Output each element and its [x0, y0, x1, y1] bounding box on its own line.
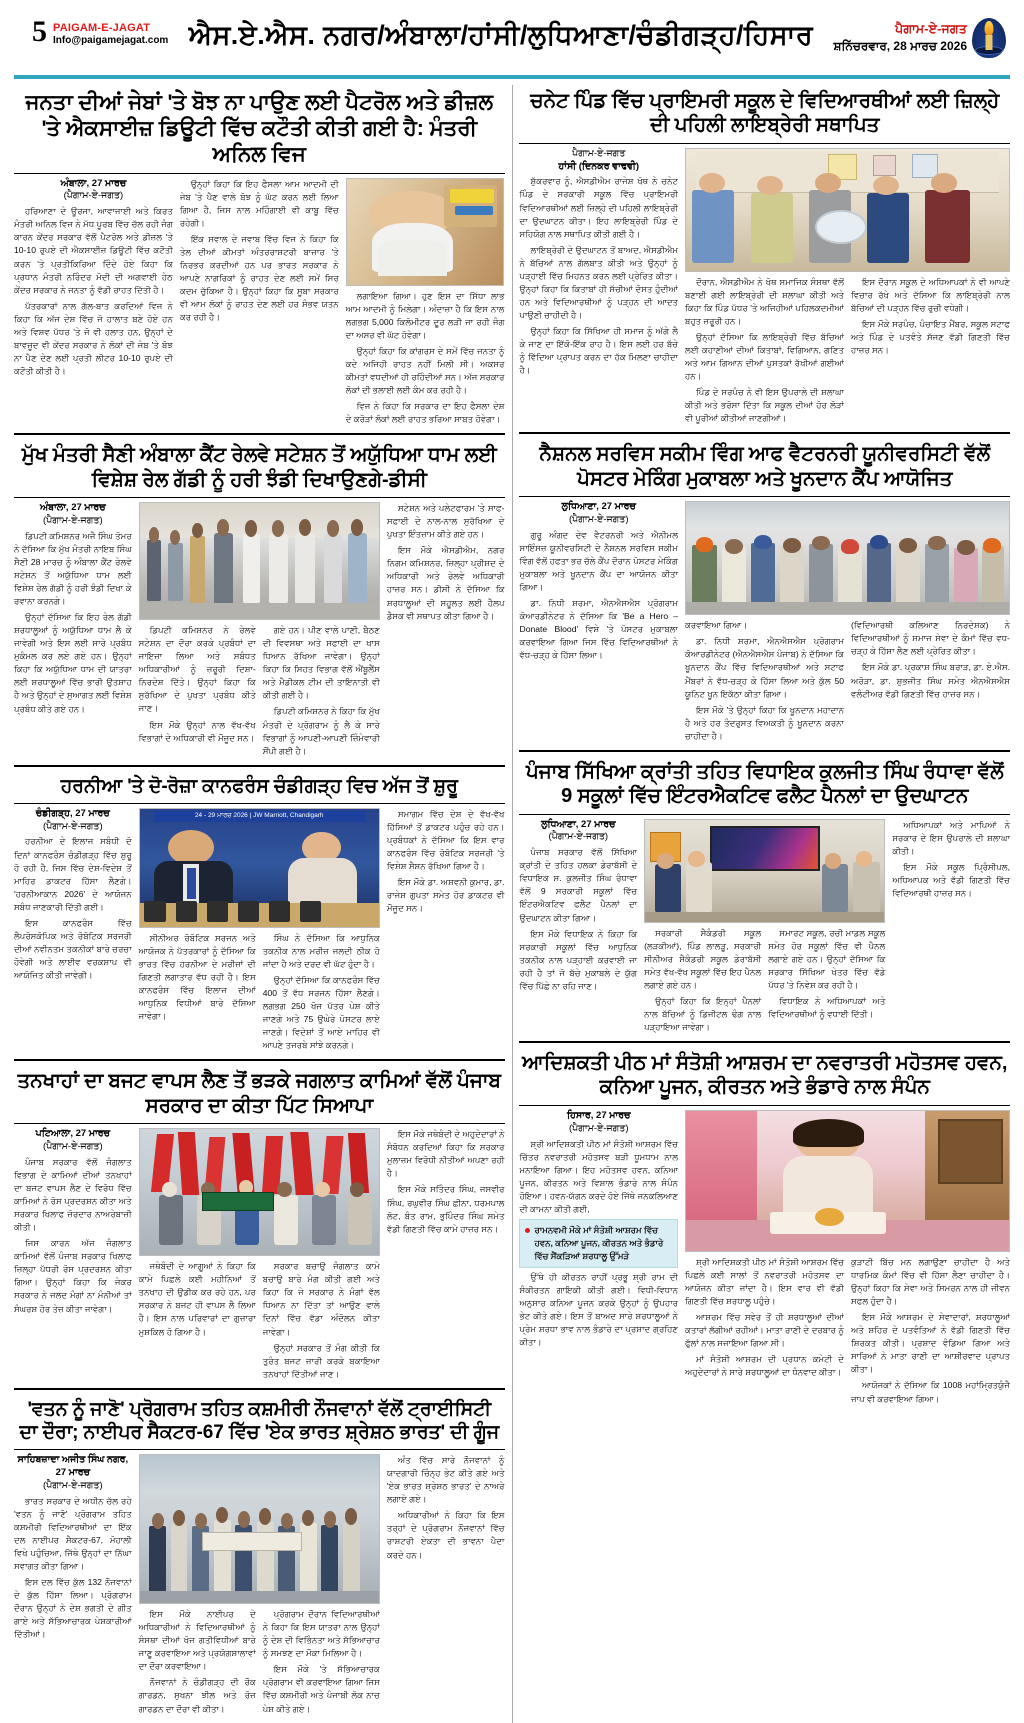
conference-col-4 [387, 808, 505, 1053]
photo-nss-volunteers-group [685, 501, 1010, 615]
smartpanel-subcolumns [644, 927, 885, 1035]
body-paragraph: ਆਸ਼ਰਮ ਵਿੱਚ ਸਵੇਰ ਤੋਂ ਹੀ ਸ਼ਰਧਾਲੂਆਂ ਦੀਆਂ ਕਤਾਰਾਂ ਲੱਗੀਆਂ ਰਹੀਆਂ। ਮਾਤਾ ਰਾਣੀ ਦੇ ਦਰਬਾਰ ਨੂੰ ਫੁੱਲਾਂ ਨਾਲ ਸਜਾਇਆ ਗਿਆ ਸੀ। [685, 1312, 844, 1349]
library-columns [519, 148, 1010, 426]
section-divider [519, 432, 1010, 434]
body-paragraph: ਆਯੋਜਕਾਂ ਨੇ ਦੱਸਿਆ ਕਿ 1008 ਮਹਾਂਮ੍ਰਿਤਯੁੰਜੈ ਜਾਪ ਵੀ ਕਰਵਾਇਆ ਗਿਆ। [851, 1380, 1010, 1404]
smartpanel-col-2 [644, 927, 761, 1035]
body-paragraph: ਉੱਥੇ ਹੀ ਕੀਰਤਨ ਰਾਹੀਂ ਪ੍ਰਭੂ ਸ਼੍ਰੀ ਰਾਮ ਦੀ ਸੰਕੀਰਤਨ ਗਾਇਕੀ ਕੀਤੀ ਗਈ। ਵਿਧੀ-ਵਿਧਾਨ ਅਨੁਸਾਰ ਕਨਿਆ ਪੂਜਨ ਕਰਕੇ ਉਨ੍ਹਾਂ ਨੂੰ ਉਪਹਾਰ ਭੇਟ ਕੀਤੇ ਗਏ। ਇਸ ਤੋਂ ਬਾਅਦ ਸਾਰੇ ਸ਼ਰਧਾਲੂਆਂ ਨੇ ਪ੍ਰੇਮ ਸ਼ਰਧਾ ਭਾਵ ਨਾਲ ਭੰਡਾਰੇ ਦਾ ਪ੍ਰਸ਼ਾਦ ਗ੍ਰਹਿਣ ਕੀਤਾ। [519, 1271, 679, 1347]
body-paragraph: ਕਰਵਾਇਆ ਗਿਆ। [685, 620, 748, 631]
dateline-source: (ਪੈਗਾਮ-ਏ-ਜਗਤ) [63, 190, 124, 202]
photo-protest-red-flags [139, 1128, 380, 1256]
article-hernia-conference [14, 771, 505, 1053]
photo-railway-station-inspection [139, 502, 380, 620]
brand-email: Info@paigamejagat.com [53, 34, 169, 46]
dateline-place: ਲੁਧਿਆਣਾ, 27 ਮਾਰਚ [561, 501, 636, 513]
body-paragraph: ਸਮਾਰਟ ਸਕੂਲ, ਰਚੀ ਮਾਡਲ ਸਕੂਲ ਸਮੇਤ ਹੋਰ ਸਕੂਲਾਂ ਵਿੱਚ ਵੀ ਪੈਨਲ ਲਗਾਏ ਗਏ ਹਨ। ਉਨ੍ਹਾਂ ਦੱਸਿਆ ਕਿ ਸਰਕਾਰ ਸਿੱਖਿਆ ਖੇਤਰ ਵਿੱਚ ਵੱਡੇ ਪੱਧਰ 'ਤੇ ਨਿਵੇਸ਼ ਕਰ ਰਹੀ ਹੈ। [768, 927, 886, 990]
train-col-1 [14, 502, 132, 758]
body-paragraph: ਇਸ ਮੌਕੇ 'ਤੇ ਉਨ੍ਹਾਂ ਕਿਹਾ ਕਿ ਖੂਨਦਾਨ ਮਹਾਦਾਨ ਹੈ ਅਤੇ ਹਰ ਤੰਦਰੁਸਤ ਵਿਅਕਤੀ ਨੂੰ ਖੂਨਦਾਨ ਕਰਨਾ ਚਾਹੀਦਾ ਹੈ। [685, 704, 844, 741]
dateline-source: (ਪੈਗਾਮ-ਏ-ਜਗਤ) [43, 1479, 103, 1491]
article-village-library [519, 85, 1010, 425]
nss-col-1 [519, 501, 678, 743]
dateline-place: ਲੁਧਿਆਣਾ, 27 ਮਾਰਚ [541, 818, 616, 830]
ashram-col-3 [851, 1256, 1010, 1406]
masthead-left [14, 15, 169, 48]
dateline-train [14, 502, 132, 528]
section-divider [14, 433, 505, 435]
petrol-col-2 [180, 178, 339, 427]
watan-col-4 [387, 1454, 505, 1716]
photo-minister-anil-vij [346, 178, 505, 286]
ashram-col-1 [519, 1110, 678, 1406]
conference-columns [14, 808, 505, 1053]
body-paragraph: ਡਾ. ਨਿਧੀ ਸ਼ਰਮਾ, ਐਨਐਸਐਸ ਪ੍ਰੋਗਰਾਮ ਕੋਆਰਡੀਨੇਟਰ (ਐਨਐਸਐਸ ਪੰਜਾਬ) ਨੇ ਦੱਸਿਆ ਕਿ ਖੂਨਦਾਨ ਕੈਂਪ ਵਿੱਚ ਵਿਦਿਆਰਥੀਆਂ ਅਤੇ ਸਟਾਫ ਮੈਂਬਰਾਂ ਨੇ ਵੱਧ-ਚੜ੍ਹ ਕੇ ਹਿੱਸਾ ਲਿਆ ਅਤੇ ਕੁੱਲ 50 ਯੂਨਿਟ ਖੂਨ ਇਕੱਠਾ ਕੀਤਾ ਗਿਆ। [685, 636, 844, 699]
body-paragraph: ਇਸ ਮੌਕੇ ਨਾਈਪਰ ਦੇ ਅਧਿਕਾਰੀਆਂ ਨੇ ਵਿਦਿਆਰਥੀਆਂ ਨੂੰ ਸੰਸਥਾ ਦੀਆਂ ਖੋਜ ਗਤੀਵਿਧੀਆਂ ਬਾਰੇ ਜਾਣੂ ਕਰਵਾਇਆ ਅਤੇ ਪ੍ਰਯੋਗਸ਼ਾਲਾਵਾਂ ਦਾ ਦੌਰਾ ਕਰਵਾਇਆ। [138, 1609, 256, 1672]
body-paragraph: ਉਨ੍ਹਾਂ ਕਿਹਾ ਕਿ ਇਹ ਫੈਸਲਾ ਆਮ ਆਦਮੀ ਦੀ ਜੇਬ 'ਤੇ ਪੈਣ ਵਾਲੇ ਬੋਝ ਨੂੰ ਘੱਟ ਕਰਨ ਲਈ ਲਿਆ ਗਿਆ ਹੈ, ਜਿਸ ਨਾਲ ਮਹਿੰਗਾਈ ਵੀ ਕਾਬੂ ਵਿੱਚ ਰਹੇਗੀ। [179, 178, 339, 228]
dateline-place: ਸਾਹਿਬਜ਼ਾਦਾ ਅਜੀਤ ਸਿੰਘ ਨਗਰ, 27 ਮਾਰਚ [17, 1454, 129, 1478]
body-paragraph: ਸਮਾਗਮ ਵਿੱਚ ਦੇਸ਼ ਦੇ ਵੱਖ-ਵੱਖ ਹਿੱਸਿਆਂ ਤੋਂ ਡਾਕਟਰ ਪਹੁੰਚ ਰਹੇ ਹਨ। ਪ੍ਰਬੰਧਕਾਂ ਨੇ ਦੱਸਿਆ ਕਿ ਇਸ ਵਾਰ ਕਾਨਫਰੰਸ ਵਿੱਚ ਰੋਬੋਟਿਕ ਸਰਜਰੀ 'ਤੇ ਵਿਸ਼ੇਸ਼ ਸੈਸ਼ਨ ਰੱਖਿਆ ਗਿਆ ਹੈ। [386, 808, 505, 872]
body-paragraph: ਜਥੇਬੰਦੀ ਦੇ ਆਗੂਆਂ ਨੇ ਕਿਹਾ ਕਿ ਕਾਮੇ ਪਿਛਲੇ ਕਈ ਮਹੀਨਿਆਂ ਤੋਂ ਤਨਖਾਹ ਦੀ ਉਡੀਕ ਕਰ ਰਹੇ ਹਨ, ਪਰ ਸਰਕਾਰ ਨੇ ਬਜਟ ਹੀ ਵਾਪਸ ਲੈ ਲਿਆ ਹੈ। ਇਸ ਨਾਲ ਪਰਿਵਾਰਾਂ ਦਾ ਗੁਜ਼ਾਰਾ ਮੁਸ਼ਕਿਲ ਹੋ ਗਿਆ ਹੈ। [138, 1261, 256, 1337]
body-paragraph: ਸਰਕਾਰੀ ਸੈਕੰਡਰੀ ਸਕੂਲ (ਲੜਕੀਆਂ), ਪਿੰਡ ਲਾਲੜੂ, ਸਰਕਾਰੀ ਸੀਨੀਅਰ ਸੈਕੰਡਰੀ ਸਕੂਲ ਡੇਰਾਬੱਸੀ ਸਮੇਤ ਵੱਖ-ਵੱਖ ਸਕੂਲਾਂ ਵਿੱਚ ਇਹ ਪੈਨਲ ਲਗਾਏ ਗਏ ਹਨ। [644, 927, 762, 990]
petrol-columns [14, 178, 505, 427]
dateline-place: ਹਿਸਾਰ, 27 ਮਾਰਚ [566, 1109, 631, 1121]
library-photo-col [685, 148, 1010, 426]
body-paragraph: ਇਸ ਮੌਕੇ ਵਿਧਾਇਕ ਨੇ ਕਿਹਾ ਕਿ ਸਰਕਾਰੀ ਸਕੂਲਾਂ ਵਿੱਚ ਆਧੁਨਿਕ ਤਕਨੀਕ ਨਾਲ ਪੜ੍ਹਾਈ ਕਰਵਾਈ ਜਾ ਰਹੀ ਹੈ ਤਾਂ ਜੋ ਬੱਚੇ ਮੁਕਾਬਲੇ ਦੇ ਯੁੱਗ ਵਿੱਚ ਪਿੱਛੇ ਨਾ ਰਹਿ ਜਾਣ। [519, 928, 638, 991]
headline-conference: ਹਰਨੀਆ 'ਤੇ ਦੋ-ਰੋਜ਼ਾ ਕਾਨਫਰੰਸ ਚੰਡੀਗੜ੍ਹ ਵਿਚ ਅੱਜ ਤੋਂ ਸ਼ੁਰੂ [60, 775, 458, 797]
body-paragraph: ਡਿਪਟੀ ਕਮਿਸ਼ਨਰ ਅਜੈ ਸਿੰਘ ਤੋਮਰ ਨੇ ਦੱਸਿਆ ਕਿ ਮੁੱਖ ਮੰਤਰੀ ਨਾਇਬ ਸਿੰਘ ਸੈਣੀ 28 ਮਾਰਚ ਨੂੰ ਅੰਬਾਲਾ ਕੈਂਟ ਰੇਲਵੇ ਸਟੇਸ਼ਨ ਤੋਂ ਅਯੁੱਧਿਆ ਧਾਮ ਲਈ ਵਿਸ਼ੇਸ਼ ਰੇਲ ਗੱਡੀ ਨੂੰ ਹਰੀ ਝੰਡੀ ਦਿਖਾ ਕੇ ਰਵਾਨਾ ਕਰਨਗੇ। [14, 530, 132, 606]
body-paragraph: ਸੀਨੀਅਰ ਰੋਬੋਟਿਕ ਸਰਜਨ ਅਤੇ ਆਯੋਜਕ ਨੇ ਪੱਤਰਕਾਰਾਂ ਨੂੰ ਦੱਸਿਆ ਕਿ ਭਾਰਤ ਵਿੱਚ ਹਰਨੀਆ ਦੇ ਮਰੀਜ਼ਾਂ ਦੀ ਗਿਣਤੀ ਲਗਾਤਾਰ ਵੱਧ ਰਹੀ ਹੈ। ਇਸ ਕਾਨਫਰੰਸ ਵਿੱਚ ਇਲਾਜ ਦੀਆਂ ਆਧੁਨਿਕ ਵਿਧੀਆਂ ਬਾਰੇ ਦੱਸਿਆ ਜਾਵੇਗਾ। [138, 932, 256, 1022]
smartpanel-col-3 [768, 927, 885, 1035]
body-paragraph: ਲਾਇਬ੍ਰੇਰੀ ਦੇ ਉਦਘਾਟਨ ਤੋਂ ਬਾਅਦ, ਐਸਡੀਐਮ ਨੇ ਬੱਚਿਆਂ ਨਾਲ ਗੱਲਬਾਤ ਕੀਤੀ ਅਤੇ ਉਨ੍ਹਾਂ ਨੂੰ ਪੜ੍ਹਾਈ ਵਿੱਚ ਮਿਹਨਤ ਕਰਨ ਲਈ ਪ੍ਰੇਰਿਤ ਕੀਤਾ। ਉਨ੍ਹਾਂ ਕਿਹਾ ਕਿ ਕਿਤਾਬਾਂ ਹੀ ਸੱਚੀਆਂ ਦੋਸਤ ਹੁੰਦੀਆਂ ਹਨ ਅਤੇ ਵਿਦਿਆਰਥੀਆਂ ਨੂੰ ਪੜ੍ਹਨ ਦੀ ਆਦਤ ਪਾਉਣੀ ਚਾਹੀਦੀ ਹੈ। [519, 244, 679, 321]
headline-nss: ਨੈਸ਼ਨਲ ਸਰਵਿਸ ਸਕੀਮ ਵਿੰਗ ਆਫ ਵੈਟਰਨਰੀ ਯੂਨੀਵਰਸਿਟੀ ਵੱਲੋਂ ਪੋਸਟਰ ਮੇਕਿੰਗ ਮੁਕਾਬਲਾ ਅਤੇ ਖੂਨਦਾਨ ਕੈਂਪ ਆਯੋਜਿਤ [539, 443, 990, 490]
body-paragraph: ਇਸ ਮੌਕੇ ਸਰਪੰਚ, ਪੰਚਾਇਤ ਮੈਂਬਰ, ਸਕੂਲ ਸਟਾਫ ਅਤੇ ਪਿੰਡ ਦੇ ਪਤਵੰਤੇ ਸੱਜਣ ਵੱਡੀ ਗਿਣਤੀ ਵਿੱਚ ਹਾਜ਼ਰ ਸਨ। [851, 318, 1010, 356]
ashram-columns [519, 1110, 1010, 1406]
body-paragraph: ਉਨ੍ਹਾਂ ਦੱਸਿਆ ਕਿ ਕਾਨਫਰੰਸ ਵਿੱਚ 400 ਤੋਂ ਵੱਧ ਸਰਜਨ ਹਿੱਸਾ ਲੈਣਗੇ। ਲਗਭਗ 250 ਖੋਜ ਪੱਤਰ ਪੇਸ਼ ਕੀਤੇ ਜਾਣਗੇ ਅਤੇ 75 ਉਘੇਰੇ ਪੋਸਟਰ ਲਾਏ ਜਾਣਗੇ। ਵਿਦੇਸ਼ਾਂ ਤੋਂ ਆਏ ਮਾਹਿਰ ਵੀ ਆਪਣੇ ਤਜਰਬੇ ਸਾਂਝੇ ਕਰਨਗੇ। [262, 975, 380, 1051]
body-paragraph: ਇਸ ਮੌਕੇ ਜਥੇਬੰਦੀ ਦੇ ਅਹੁਦੇਦਾਰਾਂ ਨੇ ਸੰਬੋਧਨ ਕਰਦਿਆਂ ਕਿਹਾ ਕਿ ਸਰਕਾਰ ਮੁਲਾਜ਼ਮ ਵਿਰੋਧੀ ਨੀਤੀਆਂ ਅਪਣਾ ਰਹੀ ਹੈ। [386, 1129, 505, 1179]
headline-rule [519, 1105, 1010, 1106]
body-paragraph: ਇਸ ਮੌਕੇ ਡਾ. ਅਸ਼ਵਨੀ ਕੁਮਾਰ, ਡਾ. ਰਾਜੇਸ਼ ਗੁਪਤਾ ਸਮੇਤ ਹੋਰ ਡਾਕਟਰ ਵੀ ਮੌਜੂਦ ਸਨ। [386, 877, 505, 914]
train-subcolumns [139, 624, 380, 758]
train-col-2 [139, 624, 256, 758]
dateline-smartpanel [519, 819, 637, 845]
salary-col-2 [139, 1260, 256, 1381]
dateline-watan [14, 1454, 132, 1492]
body-paragraph: ਉਨ੍ਹਾਂ ਦੱਸਿਆ ਕਿ ਇਹ ਰੇਲ ਗੱਡੀ ਸ਼ਰਧਾਲੂਆਂ ਨੂੰ ਅਯੁੱਧਿਆ ਧਾਮ ਲੈ ਕੇ ਜਾਵੇਗੀ ਅਤੇ ਇਸ ਲਈ ਸਾਰੇ ਪ੍ਰਬੰਧ ਮੁਕੰਮਲ ਕਰ ਲਏ ਗਏ ਹਨ। ਉਨ੍ਹਾਂ ਕਿਹਾ ਕਿ ਅਯੁੱਧਿਆ ਧਾਮ ਦੀ ਯਾਤਰਾ ਲਈ ਸ਼ਰਧਾਲੂਆਂ ਵਿੱਚ ਭਾਰੀ ਉਤਸ਼ਾਹ ਹੈ ਅਤੇ ਉਨ੍ਹਾਂ ਦੇ ਸੁਆਗਤ ਲਈ ਵਿਸ਼ੇਸ਼ ਪ੍ਰਬੰਧ ਕੀਤੇ ਗਏ ਹਨ। [14, 612, 132, 714]
headline-watan: 'ਵਤਨ ਨੂੰ ਜਾਣੋ' ਪ੍ਰੋਗਰਾਮ ਤਹਿਤ ਕਸ਼ਮੀਰੀ ਨੌਜਵਾਨਾਂ ਵੱਲੋਂ ਟ੍ਰਾਈਸਿਟੀ ਦਾ ਦੌਰਾ; ਨਾਈਪਰ ਸੈਕਟਰ-67 ਵਿੱਚ 'ਏਕ ਭਾਰਤ ਸ਼੍ਰੇਸ਼ਠ ਭਾਰਤ' ਦੀ ਗੂੰਜ [19, 1398, 500, 1443]
body-paragraph: ਗਏ ਹਨ। ਪੀਣ ਵਾਲੇ ਪਾਣੀ, ਬੈਠਣ ਦੀ ਵਿਵਸਥਾ ਅਤੇ ਸਫਾਈ ਦਾ ਖਾਸ ਧਿਆਨ ਰੱਖਿਆ ਜਾਵੇਗਾ। ਉਨ੍ਹਾਂ ਕਿਹਾ ਕਿ ਸਿਹਤ ਵਿਭਾਗ ਵੱਲੋਂ ਐਂਬੂਲੈਂਸ ਅਤੇ ਮੈਡੀਕਲ ਟੀਮ ਦੀ ਤਾਇਨਾਤੀ ਵੀ ਕੀਤੀ ਗਈ ਹੈ। [262, 625, 380, 701]
body-paragraph: ਡਾ. ਨਿਧੀ ਸ਼ਰਮਾ, ਐਨਐਸਐਸ ਪ੍ਰੋਗਰਾਮ ਕੋਆਰਡੀਨੇਟਰ ਨੇ ਦੱਸਿਆ ਕਿ 'Be a Hero – Donate Blood' ਵਿਸ਼ੇ 'ਤੇ ਪੋਸਟਰ ਮੁਕਾਬਲਾ ਕਰਵਾਇਆ ਗਿਆ ਜਿਸ ਵਿੱਚ ਵਿਦਿਆਰਥੀਆਂ ਨੇ ਵੱਧ-ਚੜ੍ਹ ਕੇ ਹਿੱਸਾ ਲਿਆ। [519, 598, 679, 661]
callout-highlight: ਰਾਮਨਵਮੀ ਮੌਕੇ ਮਾਂ ਸੰਤੋਸ਼ੀ ਆਸ਼ਰਮ ਵਿੱਚ ਹਵਨ, ਕਨਿਆ ਪੂਜਨ, ਕੀਰਤਨ ਅਤੇ ਭੰਡਾਰੇ ਵਿੱਚ ਸੈਂਕੜਿਆਂ ਸ਼ਰਧਾਲੂ ਉੱਮੜੇ [519, 1219, 678, 1268]
body-paragraph: ਡਿਪਟੀ ਕਮਿਸ਼ਨਰ ਨੇ ਰੇਲਵੇ ਸਟੇਸ਼ਨ ਦਾ ਦੌਰਾ ਕਰਕੇ ਪ੍ਰਬੰਧਾਂ ਦਾ ਜਾਇਜ਼ਾ ਲਿਆ ਅਤੇ ਸਬੰਧਤ ਅਧਿਕਾਰੀਆਂ ਨੂੰ ਜ਼ਰੂਰੀ ਦਿਸ਼ਾ-ਨਿਰਦੇਸ਼ ਦਿੱਤੇ। ਉਨ੍ਹਾਂ ਕਿਹਾ ਕਿ ਸੁਰੱਖਿਆ ਦੇ ਪੁਖਤਾ ਪ੍ਰਬੰਧ ਕੀਤੇ ਜਾਣ। [138, 625, 256, 714]
body-paragraph: ਵਿਜ ਨੇ ਕਿਹਾ ਕਿ ਸਰਕਾਰ ਦਾ ਇਹ ਫੈਸਲਾ ਦੇਸ਼ ਦੇ ਕਰੋੜਾਂ ਲੋਕਾਂ ਲਈ ਰਾਹਤ ਭਰਿਆ ਸਾਬਤ ਹੋਵੇਗਾ। [345, 401, 505, 425]
body-paragraph: ਇਸ ਮੌਕੇ ਡਾ. ਪ੍ਰਕਾਸ਼ ਸਿੰਘ ਬਰਾੜ, ਡਾ. ਏ.ਐਸ. ਅਰੋੜਾ, ਡਾ. ਸ਼ੁਭਜੀਤ ਸਿੰਘ ਸਮੇਤ ਐਨਐਸਐਸ ਵਲੰਟੀਅਰ ਵੱਡੀ ਗਿਣਤੀ ਵਿੱਚ ਹਾਜ਼ਰ ਸਨ। [851, 662, 1010, 699]
body-paragraph: ਹਰਨੀਆ ਦੇ ਇਲਾਜ ਸਬੰਧੀ ਦੋ ਦਿਨਾਂ ਕਾਨਫਰੰਸ ਚੰਡੀਗੜ੍ਹ ਵਿੱਚ ਸ਼ੁਰੂ ਹੋ ਰਹੀ ਹੈ, ਜਿਸ ਵਿੱਚ ਦੇਸ਼-ਵਿਦੇਸ਼ ਤੋਂ ਮਾਹਿਰ ਡਾਕਟਰ ਹਿੱਸਾ ਲੈਣਗੇ। 'ਹਰਨੀਆਕਾਨ 2026' ਦੇ ਆਯੋਜਨ ਸਬੰਧ ਜਾਣਕਾਰੀ ਦਿੱਤੀ ਗਈ। [14, 836, 132, 912]
section-divider [14, 765, 505, 767]
dateline-source: (ਪੈਗਾਮ-ਏ-ਜਗਤ) [43, 820, 103, 832]
article-nss-blood-donation [519, 438, 1010, 742]
body-paragraph: ਗੁਰੂ ਅੰਗਦ ਦੇਵ ਵੈਟਰਨਰੀ ਅਤੇ ਐਨੀਮਲ ਸਾਇੰਸਜ਼ ਯੂਨੀਵਰਸਿਟੀ ਦੇ ਨੈਸ਼ਨਲ ਸਰਵਿਸ ਸਕੀਮ ਵਿੰਗ ਵੱਲੋਂ ਹਫਤਾ ਭਰ ਚੱਲੇ ਕੈਂਪ ਦੌਰਾਨ ਪੋਸਟਰ ਮੇਕਿੰਗ ਮੁਕਾਬਲਾ ਅਤੇ ਖੂਨਦਾਨ ਕੈਂਪ ਦਾ ਆਯੋਜਨ ਕੀਤਾ ਗਿਆ। [519, 529, 679, 593]
dateline-nss [519, 501, 678, 527]
body-paragraph: ਇਸ ਮੌਕੇ ਸਤਿੰਦਰ ਸਿੰਘ, ਜਸਵੀਰ ਸਿੰਘ, ਰਘੁਵੀਰ ਸਿੰਘ ਛੀਨਾ, ਧਰਮਪਾਲ ਲੋਟ, ਬੰਤ ਰਾਮ, ਭੁਪਿੰਦਰ ਸਿੰਘ ਸਮੇਤ ਵੱਡੀ ਗਿਣਤੀ ਵਿੱਚ ਕਾਮੇ ਹਾਜ਼ਰ ਸਨ। [386, 1184, 505, 1234]
body-paragraph: ਸ਼੍ਰੀ ਆਦਿਸ਼ਕਤੀ ਪੀਠ ਮਾਂ ਸੰਤੋਸ਼ੀ ਆਸ਼ਰਮ ਵਿੱਚ ਚਿੱਤਰ ਨਵਰਾਤਰੀ ਮਹੋਤਸਵ ਬੜੀ ਧੂਮਧਾਮ ਨਾਲ ਮਨਾਇਆ ਗਿਆ। ਇਹ ਮਹੋਤਸਵ ਹਵਨ, ਕਨਿਆ ਪੂਜਨ, ਕੀਰਤਨ ਅਤੇ ਵਿਸ਼ਾਲ ਭੰਡਾਰੇ ਨਾਲ ਸੰਪੰਨ ਹੋਇਆ। ਹਵਨ-ਯੱਗਨ ਕਰਦੇ ਹੋਏ ਜਿੱਥੇ ਜਨਕਲਿਆਣ ਦੀ ਕਾਮਨਾ ਕੀਤੀ ਗਈ, [519, 1138, 679, 1214]
nss-photo-col [685, 501, 1010, 743]
salary-col-1 [14, 1128, 132, 1381]
masthead-divider [14, 75, 1010, 79]
body-paragraph: ਪੱਤਰਕਾਰਾਂ ਨਾਲ ਗੱਲ-ਬਾਤ ਕਰਦਿਆਂ ਵਿਜ ਨੇ ਕਿਹਾ ਕਿ ਅੱਜ ਦੇਸ਼ ਵਿੱਚ ਜੋ ਹਾਲਾਤ ਬਣੇ ਹੋਏ ਹਨ ਅਤੇ ਵਿਸ਼ਵ ਪੱਧਰ 'ਤੇ ਜੋ ਵੀ ਹਲਾਤ ਹਨ, ਉਨ੍ਹਾਂ ਦੇ ਬਾਵਜੂਦ ਵੀ ਕੇਂਦਰ ਸਰਕਾਰ ਨੇ ਲੋਕਾਂ ਦੀ ਜੇਬ 'ਤੇ ਬੋਝ ਨਾ ਪੈਣ ਦੇਣ ਲਈ ਪ੍ਰਤੀ ਲੀਟਰ 10-10 ਰੁਪਏ ਦੀ ਕਟੌਤੀ ਕੀਤੀ ਹੈ। [14, 300, 173, 377]
dateline-place: ਹਾਂਸੀ (ਦਿਨਕਰ ਵਾਢਵੀ) [558, 160, 640, 172]
section-divider [519, 1041, 1010, 1043]
body-paragraph: ਡਿਪਟੀ ਕਮਿਸ਼ਨਰ ਨੇ ਕਿਹਾ ਕਿ ਮੁੱਖ ਮੰਤਰੀ ਦੇ ਪ੍ਰੋਗਰਾਮ ਨੂੰ ਲੈ ਕੇ ਸਾਰੇ ਵਿਭਾਗਾਂ ਨੂੰ ਆਪਣੀ-ਆਪਣੀ ਜ਼ਿੰਮੇਵਾਰੀ ਸੌਂਪੀ ਗਈ ਹੈ। [262, 706, 380, 756]
train-col-3 [263, 624, 380, 758]
dateline-place: ਅੰਬਾਲਾ, 27 ਮਾਰਚ [60, 177, 127, 189]
paper-name: ਪੈਗਾਮ-ਏ-ਜਗਤ [895, 22, 967, 36]
body-paragraph: ਉਨ੍ਹਾਂ ਕਿਹਾ ਕਿ ਸਿੱਖਿਆ ਹੀ ਸਮਾਜ ਨੂੰ ਅੱਗੇ ਲੈ ਕੇ ਜਾਣ ਦਾ ਇੱਕੋ-ਇੱਕ ਰਾਹ ਹੈ। ਇਸ ਲਈ ਹਰ ਬੱਚੇ ਨੂੰ ਵਿੱਦਿਆ ਪ੍ਰਾਪਤ ਕਰਨ ਦਾ ਹੱਕ ਮਿਲਣਾ ਚਾਹੀਦਾ ਹੈ। [519, 326, 679, 376]
photo-press-conference [139, 808, 380, 928]
brand-name: PAIGAM-E-JAGAT [53, 22, 151, 34]
section-divider [14, 1388, 505, 1390]
library-col-2 [685, 276, 844, 426]
headline-rule [14, 497, 505, 498]
body-paragraph: ਸ਼ੁੱਕਰਵਾਰ ਨੂੰ, ਐਸਡੀਐਮ ਰਾਜੇਸ਼ ਖੋਥ ਨੇ ਚਨੇਟ ਪਿੰਡ ਦੇ ਸਰਕਾਰੀ ਸਕੂਲ ਵਿੱਚ ਪ੍ਰਾਇਮਰੀ ਵਿਦਿਆਰਥੀਆਂ ਲਈ ਜ਼ਿਲ੍ਹੇ ਦੀ ਪਹਿਲੀ ਲਾਇਬ੍ਰੇਰੀ ਦਾ ਉਦਘਾਟਨ ਕੀਤਾ। ਇਹ ਲਾਇਬ੍ਰੇਰੀ ਪਿੰਡ ਦੇ ਸਹਿਯੋਗ ਨਾਲ ਸਥਾਪਿਤ ਕੀਤੀ ਗਈ ਹੈ। [519, 176, 679, 239]
body-paragraph: ਕੁੜਾਟੀ ਬਿੱਚ ਮਨ ਲਗਾਉਣਾ ਚਾਹੀਦਾ ਹੈ ਅਤੇ ਧਾਰਮਿਕ ਕੰਮਾਂ ਵਿੱਚ ਵੀ ਹਿੱਸਾ ਲੈਣਾ ਚਾਹੀਦਾ ਹੈ। ਉਨ੍ਹਾਂ ਕਿਹਾ ਕਿ ਸੇਵਾ ਅਤੇ ਸਿਮਰਨ ਨਾਲ ਹੀ ਜੀਵਨ ਸਫਲ ਹੁੰਦਾ ਹੈ। [851, 1256, 1010, 1307]
body-paragraph: ਨੌਜਵਾਨਾਂ ਨੇ ਚੰਡੀਗੜ੍ਹ ਦੀ ਰੌਕ ਗਾਰਡਨ, ਸੁਖਨਾ ਝੀਲ ਅਤੇ ਰੋਜ਼ ਗਾਰਡਨ ਦਾ ਦੌਰਾ ਵੀ ਕੀਤਾ। [138, 1677, 256, 1714]
nss-subcolumns [685, 619, 1010, 743]
headline-train: ਮੁੱਖ ਮੰਤਰੀ ਸੈਣੀ ਅੰਬਾਲਾ ਕੈਂਟ ਰੇਲਵੇ ਸਟੇਸ਼ਨ ਤੋਂ ਅਯੁੱਧਿਆ ਧਾਮ ਲਈ ਵਿਸ਼ੇਸ਼ ਰੇਲ ਗੱਡੀ ਨੂੰ ਹਰੀ ਝੰਡੀ ਦਿਖਾਉਣਗੇ-ਡੀਸੀ [21, 444, 497, 491]
library-col-3 [851, 276, 1010, 426]
left-column [14, 85, 505, 1723]
train-photo-col [139, 502, 380, 758]
body-paragraph: ਭਾਰਤ ਸਰਕਾਰ ਦੇ ਅਧੀਨ ਚੱਲ ਰਹੇ 'ਵਤਨ ਨੂੰ ਜਾਣੋ' ਪ੍ਰੋਗਰਾਮ ਤਹਿਤ ਕਸ਼ਮੀਰੀ ਵਿਦਿਆਰਥੀਆਂ ਦਾ ਇੱਕ ਦਲ ਨਾਈਪਰ ਸੈਕਟਰ-67, ਮੋਹਾਲੀ ਵਿਖੇ ਪਹੁੰਚਿਆ, ਜਿੱਥੇ ਉਨ੍ਹਾਂ ਦਾ ਨਿੱਘਾ ਸਵਾਗਤ ਕੀਤਾ ਗਿਆ। [14, 1495, 132, 1571]
body-paragraph: ਹਰਿਆਣਾ ਦੇ ਊਰਜਾ, ਆਵਾਜਾਈ ਅਤੇ ਕਿਰਤ ਮੰਤਰੀ ਅਨਿਲ ਵਿਜ ਨੇ ਮੱਧ ਪੂਰਬ ਵਿੱਚ ਚੱਲ ਰਹੀ ਜੰਗ ਕਾਰਨ ਕੇਂਦਰ ਸਰਕਾਰ ਵੱਲੋਂ ਪੈਟਰੋਲ ਅਤੇ ਡੀਜ਼ਲ 'ਤੇ 10-10 ਰੁਪਏ ਦੀ ਐਕਸਾਈਜ਼ ਡਿਊਟੀ ਵਿੱਚ ਕਟੌਤੀ ਕਰਨ 'ਤੇ ਪ੍ਰਤੀਕਿਰਿਆ ਦਿੰਦੇ ਹੋਏ ਕਿਹਾ ਕਿ ਪ੍ਰਧਾਨ ਮੰਤਰੀ ਨਰਿੰਦਰ ਮੋਦੀ ਦੀ ਅਗਵਾਈ ਹੇਠ ਕੇਂਦਰ ਸਰਕਾਰ ਨੇ ਜਨਤਾ ਨੂੰ ਵੱਡੀ ਰਾਹਤ ਦਿੱਤੀ ਹੈ। [14, 206, 173, 295]
watan-col-3 [263, 1608, 380, 1716]
body-paragraph: ਮਾਂ ਸੰਤੋਸ਼ੀ ਆਸ਼ਰਮ ਦੀ ਪ੍ਰਧਾਨ ਕਮੇਟੀ ਦੇ ਅਹੁਦੇਦਾਰਾਂ ਨੇ ਸਾਰੇ ਸ਼ਰਧਾਲੂਆਂ ਦਾ ਧੰਨਵਾਦ ਕੀਤਾ। [685, 1354, 844, 1378]
torch-logo-icon [972, 18, 1006, 58]
edition-title: ਐਸ.ਏ.ਐਸ. ਨਗਰ/ਅੰਬਾਲਾ/ਹਾਂਸੀ/ਲੁਧਿਆਣਾ/ਚੰਡੀਗੜ੍ਹ/ਹਿਸਾਰ [188, 20, 814, 50]
ashram-subcolumns [685, 1256, 1010, 1406]
column-divider [512, 85, 513, 1723]
ashram-photo-col [685, 1110, 1010, 1406]
conference-subcolumns [139, 932, 380, 1053]
article-ayodhya-train [14, 439, 505, 757]
body-paragraph: ਪਿੰਡ ਦੇ ਸਰਪੰਚ ਨੇ ਵੀ ਇਸ ਉਪਰਾਲੇ ਦੀ ਸ਼ਲਾਘਾ ਕੀਤੀ ਅਤੇ ਭਰੋਸਾ ਦਿੱਤਾ ਕਿ ਸਕੂਲ ਦੀਆਂ ਹੋਰ ਲੋੜਾਂ ਵੀ ਪੂਰੀਆਂ ਕੀਤੀਆਂ ਜਾਣਗੀਆਂ। [685, 387, 844, 424]
headline-library: ਚਨੇਟ ਪਿੰਡ ਵਿੱਚ ਪ੍ਰਾਇਮਰੀ ਸਕੂਲ ਦੇ ਵਿਦਿਆਰਥੀਆਂ ਲਈ ਜ਼ਿਲ੍ਹੇ ਦੀ ਪਹਿਲੀ ਲਾਇਬ੍ਰੇਰੀ ਸਥਾਪਿਤ [530, 90, 1000, 137]
nss-columns [519, 501, 1010, 743]
headline-rule [14, 1449, 505, 1450]
dateline-salary [14, 1128, 132, 1154]
library-col-1 [519, 148, 678, 426]
body-paragraph: ਉਨ੍ਹਾਂ ਕਿਹਾ ਕਿ ਕਾਂਗਰਸ ਦੇ ਸਮੇਂ ਵਿੱਚ ਜਨਤਾ ਨੂੰ ਕਦੇ ਅਜਿਹੀ ਰਾਹਤ ਨਹੀਂ ਮਿਲੀ ਸੀ। ਅਕਸਰ ਕੀਮਤਾਂ ਵਧਦੀਆਂ ਹੀ ਰਹਿੰਦੀਆਂ ਸਨ। ਅੱਜ ਸਰਕਾਰ ਲੋਕਾਂ ਦੀ ਭਲਾਈ ਲਈ ਕੰਮ ਕਰ ਰਹੀ ਹੈ। [345, 345, 505, 396]
train-columns [14, 502, 505, 758]
masthead-right-text [833, 18, 967, 54]
body-paragraph: ਸ਼੍ਰੀ ਆਦਿਸ਼ਕਤੀ ਪੀਠ ਮਾਂ ਸੰਤੋਸ਼ੀ ਆਸ਼ਰਮ ਵਿੱਚ ਪਿਛਲੇ ਕਈ ਸਾਲਾਂ ਤੋਂ ਨਵਰਾਤਰੀ ਮਹੋਤਸਵ ਦਾ ਆਯੋਜਨ ਕੀਤਾ ਜਾਂਦਾ ਹੈ। ਇਸ ਵਾਰ ਵੀ ਵੱਡੀ ਗਿਣਤੀ ਵਿੱਚ ਸ਼ਰਧਾਲੂ ਪਹੁੰਚੇ। [685, 1256, 844, 1307]
dateline-place: ਪਟਿਆਲਾ, 27 ਮਾਰਚ [35, 1128, 111, 1140]
body-paragraph: ਪ੍ਰੋਗਰਾਮ ਦੌਰਾਨ ਵਿਦਿਆਰਥੀਆਂ ਨੇ ਕਿਹਾ ਕਿ ਇਸ ਯਾਤਰਾ ਨਾਲ ਉਨ੍ਹਾਂ ਨੂੰ ਦੇਸ਼ ਦੀ ਵਿਭਿੰਨਤਾ ਅਤੇ ਸੱਭਿਆਚਾਰ ਨੂੰ ਸਮਝਣ ਦਾ ਮੌਕਾ ਮਿਲਿਆ ਹੈ। [262, 1609, 380, 1659]
article-forest-workers-protest [14, 1065, 505, 1380]
watan-subcolumns [139, 1608, 380, 1716]
section-divider [14, 1059, 505, 1061]
article-navratri-ashram [519, 1047, 1010, 1405]
headline-rule [519, 814, 1010, 815]
article-petrol-excise [14, 85, 505, 426]
body-paragraph: ਵਿਧਾਇਕ ਨੇ ਅਧਿਆਪਕਾਂ ਅਤੇ ਵਿਦਿਆਰਥੀਆਂ ਨੂੰ ਵਧਾਈ ਦਿੱਤੀ। [768, 995, 886, 1019]
library-subcolumns [685, 276, 1010, 426]
photo-library-inauguration [685, 148, 1010, 272]
body-paragraph: ਇਸ ਮੌਕੇ 'ਤੇ ਸੱਭਿਆਚਾਰਕ ਪ੍ਰੋਗਰਾਮ ਵੀ ਕਰਵਾਇਆ ਗਿਆ ਜਿਸ ਵਿੱਚ ਕਸ਼ਮੀਰੀ ਅਤੇ ਪੰਜਾਬੀ ਲੋਕ ਨਾਚ ਪੇਸ਼ ਕੀਤੇ ਗਏ। [262, 1664, 380, 1714]
body-paragraph: ਉਨ੍ਹਾਂ ਸਰਕਾਰ ਤੋਂ ਮੰਗ ਕੀਤੀ ਕਿ ਤੁਰੰਤ ਬਜਟ ਜਾਰੀ ਕਰਕੇ ਬਕਾਇਆ ਤਨਖਾਹਾਂ ਦਿੱਤੀਆਂ ਜਾਣ। [262, 1342, 380, 1379]
ashram-col-2 [685, 1256, 844, 1406]
right-column [519, 85, 1010, 1723]
body-paragraph: ਉਨ੍ਹਾਂ ਕਿਹਾ ਕਿ ਇਨ੍ਹਾਂ ਪੈਨਲਾਂ ਨਾਲ ਬੱਚਿਆਂ ਨੂੰ ਡਿਜੀਟਲ ਢੰਗ ਨਾਲ ਪੜ੍ਹਾਇਆ ਜਾਵੇਗਾ। [644, 995, 762, 1033]
watan-col-1 [14, 1454, 132, 1716]
headline-rule [14, 803, 505, 804]
body-paragraph: ਸਟੇਸ਼ਨ ਅਤੇ ਪਲੇਟਫਾਰਮ 'ਤੇ ਸਾਫ-ਸਫਾਈ ਦੇ ਨਾਲ-ਨਾਲ ਸੁਰੱਖਿਆ ਦੇ ਪੁਖਤਾ ਇੰਤਜ਼ਾਮ ਕੀਤੇ ਗਏ ਹਨ। [386, 503, 505, 540]
nss-col-3 [851, 619, 1010, 743]
photo-panel-inauguration [644, 819, 885, 923]
masthead [14, 15, 1010, 70]
body-paragraph: ਜਿਸ ਕਾਰਨ ਅੱਜ ਜੰਗਲਾਤ ਕਾਮਿਆਂ ਵੱਲੋਂ ਪੰਜਾਬ ਸਰਕਾਰ ਖਿਲਾਫ ਜ਼ਿਲ੍ਹਾ ਪੱਧਰੀ ਰੋਸ ਪ੍ਰਦਰਸ਼ਨ ਕੀਤਾ ਗਿਆ। ਉਨ੍ਹਾਂ ਕਿਹਾ ਕਿ ਜੇਕਰ ਸਰਕਾਰ ਨੇ ਜਲਦ ਮੰਗਾਂ ਨਾ ਮੰਨੀਆਂ ਤਾਂ ਸੰਘਰਸ਼ ਹੋਰ ਤੇਜ਼ ਕੀਤਾ ਜਾਵੇਗਾ। [14, 1238, 132, 1314]
watan-col-2 [139, 1608, 256, 1716]
smartpanel-photo-col [644, 819, 885, 1035]
body-paragraph: ਸਰਕਾਰ ਬਚਾਉ ਜੰਗਲਾਤ ਕਾਮੇ ਬਚਾਉ ਬਾਰੇ ਮੰਗ ਕੀਤੀ ਗਈ ਅਤੇ ਕਿਹਾ ਕਿ ਜੇ ਸਰਕਾਰ ਨੇ ਮੰਗਾਂ ਵੱਲ ਧਿਆਨ ਨਾ ਦਿੱਤਾ ਤਾਂ ਆਉਣ ਵਾਲੇ ਦਿਨਾਂ ਵਿੱਚ ਵੱਡਾ ਅੰਦੋਲਨ ਕੀਤਾ ਜਾਵੇਗਾ। [262, 1261, 380, 1337]
watan-columns [14, 1454, 505, 1716]
headline-rule [14, 173, 505, 174]
body-paragraph: ਇੱਕ ਸਵਾਲ ਦੇ ਜਵਾਬ ਵਿੱਚ ਵਿਜ ਨੇ ਕਿਹਾ ਕਿ ਤੇਲ ਦੀਆਂ ਕੀਮਤਾਂ ਅੰਤਰਰਾਸ਼ਟਰੀ ਬਾਜ਼ਾਰ 'ਤੇ ਨਿਰਭਰ ਕਰਦੀਆਂ ਹਨ ਪਰ ਭਾਰਤ ਸਰਕਾਰ ਨੇ ਆਪਣੇ ਨਾਗਰਿਕਾਂ ਨੂੰ ਰਾਹਤ ਦੇਣ ਲਈ ਸਮੇਂ ਸਿਰ ਕਦਮ ਚੁੱਕਿਆ ਹੈ। ਉਨ੍ਹਾਂ ਕਿਹਾ ਕਿ ਸੂਬਾ ਸਰਕਾਰ ਵੀ ਆਮ ਲੋਕਾਂ ਨੂੰ ਰਾਹਤ ਦੇਣ ਲਈ ਹਰ ਸੰਭਵ ਯਤਨ ਕਰ ਰਹੀ ਹੈ। [179, 233, 339, 323]
article-watan-ko-jano [14, 1394, 505, 1716]
dateline-source: (ਪੈਗਾਮ-ਏ-ਜਗਤ) [568, 514, 629, 526]
petrol-col-1 [14, 178, 173, 427]
body-paragraph: ਲਗਾਇਆ ਗਿਆ। ਹੁਣ ਇਸ ਦਾ ਸਿੱਧਾ ਲਾਭ ਆਮ ਆਦਮੀ ਨੂੰ ਮਿਲੇਗਾ। ਅੰਦਾਜ਼ਾ ਹੈ ਕਿ ਇਸ ਨਾਲ ਲਗਭਗ 5,000 ਕਿਲੋਮੀਟਰ ਦੂਰ ਲੜੀ ਜਾ ਰਹੀ ਜੰਗ ਦਾ ਅਸਰ ਵੀ ਘੱਟ ਹੋਵੇਗਾ। [345, 290, 505, 340]
salary-subcolumns [139, 1260, 380, 1381]
masthead-center [168, 18, 833, 52]
publication-date: ਸ਼ਨਿੱਚਰਵਾਰ, 28 ਮਾਰਚ 2026 [833, 39, 967, 53]
body-paragraph: ਇਸ ਦਲ ਵਿੱਚ ਕੁੱਲ 132 ਨੌਜਵਾਨਾਂ ਦੇ ਕੁੱਲ ਹਿੱਸਾ ਲਿਆ। ਪ੍ਰੋਗਰਾਮ ਦੌਰਾਨ ਉਨ੍ਹਾਂ ਨੇ ਦੇਸ਼ ਭਗਤੀ ਦੇ ਗੀਤ ਗਾਏ ਅਤੇ ਸੱਭਿਆਚਾਰਕ ਪੇਸ਼ਕਾਰੀਆਂ ਦਿੱਤੀਆਂ। [14, 1576, 132, 1640]
dateline-source: (ਪੈਗਾਮ-ਏ-ਜਗਤ) [568, 1122, 629, 1134]
body-paragraph: ਅੰਤ ਵਿੱਚ ਸਾਰੇ ਨੌਜਵਾਨਾਂ ਨੂੰ ਯਾਦਗਾਰੀ ਚਿੰਨ੍ਹ ਭੇਟ ਕੀਤੇ ਗਏ ਅਤੇ 'ਏਕ ਭਾਰਤ ਸ਼੍ਰੇਸ਼ਠ ਭਾਰਤ' ਦੇ ਨਾਅਰੇ ਲਗਾਏ ਗਏ। [386, 1455, 505, 1505]
headline-smartpanel: ਪੰਜਾਬ ਸਿੱਖਿਆ ਕ੍ਰਾਂਤੀ ਤਹਿਤ ਵਿਧਾਇਕ ਕੁਲਜੀਤ ਸਿੰਘ ਰੰਧਾਵਾ ਵੱਲੋਂ 9 ਸਕੂਲਾਂ ਵਿੱਚ ਇੰਟਰਐਕਟਿਵ ਫਲੈਟ ਪੈਨਲਾਂ ਦਾ ਉਦਘਾਟਨ [525, 760, 1004, 808]
article-interactive-panels [519, 756, 1010, 1034]
headline-rule [519, 496, 1010, 497]
dateline-source: (ਪੈਗਾਮ-ਏ-ਜਗਤ) [43, 1141, 103, 1153]
headline-salary: ਤਨਖਾਹਾਂ ਦਾ ਬਜਟ ਵਾਪਸ ਲੈਣ ਤੋਂ ਭੜਕੇ ਜਗਲਾਤ ਕਾਮਿਆਂ ਵੱਲੋਂ ਪੰਜਾਬ ਸਰਕਾਰ ਦਾ ਕੀਤਾ ਪਿੱਟ ਸਿਆਪਾ [17, 1070, 501, 1117]
conference-photo-col [139, 808, 380, 1053]
body-paragraph: ਪੰਜਾਬ ਸਰਕਾਰ ਵੱਲੋਂ ਜੰਗਲਾਤ ਵਿਭਾਗ ਦੇ ਕਾਮਿਆਂ ਦੀਆਂ ਤਨਖਾਹਾਂ ਦਾ ਬਜਟ ਵਾਪਸ ਲੈਣ ਦੇ ਵਿਰੋਧ ਵਿੱਚ ਕਾਮਿਆਂ ਨੇ ਰੋਸ ਪ੍ਰਦਰਸ਼ਨ ਕੀਤਾ ਅਤੇ ਸਰਕਾਰ ਖਿਲਾਫ ਜ਼ੋਰਦਾਰ ਨਾਅਰੇਬਾਜ਼ੀ ਕੀਤੀ। [14, 1156, 132, 1233]
photo-banner-caption: 24 - 29 ਮਾਰਚ 2026 | JW Marriott, Chandigarh [194, 811, 324, 819]
body-paragraph: ਪੰਜਾਬ ਸਰਕਾਰ ਵੱਲੋਂ ਸਿੱਖਿਆ ਕ੍ਰਾਂਤੀ ਦੇ ਤਹਿਤ ਹਲਕਾ ਡੇਰਾਬੱਸੀ ਦੇ ਵਿਧਾਇਕ ਸ. ਕੁਲਜੀਤ ਸਿੰਘ ਰੰਧਾਵਾ ਵੱਲੋਂ 9 ਸਰਕਾਰੀ ਸਕੂਲਾਂ ਵਿੱਚ ਇੰਟਰਐਕਟਿਵ ਫਲੈਟ ਪੈਨਲਾਂ ਦਾ ਉਦਘਾਟਨ ਕੀਤਾ ਗਿਆ। [519, 847, 638, 923]
body-paragraph: ਇਸ ਦੌਰਾਨ ਸਕੂਲ ਦੇ ਅਧਿਆਪਕਾਂ ਨੇ ਵੀ ਆਪਣੇ ਵਿਚਾਰ ਰੱਖੇ ਅਤੇ ਦੱਸਿਆ ਕਿ ਲਾਇਬ੍ਰੇਰੀ ਨਾਲ ਬੱਚਿਆਂ ਦੀ ਪੜ੍ਹਨ ਵਿੱਚ ਰੁਚੀ ਵਧੇਗੀ। [851, 276, 1010, 313]
dateline-source: (ਪੈਗਾਮ-ਏ-ਜਗਤ) [548, 831, 609, 843]
headline-rule [14, 1123, 505, 1124]
salary-col-3 [263, 1260, 380, 1381]
dateline-place: ਅੰਬਾਲਾ, 27 ਮਾਰਚ [39, 502, 106, 514]
smartpanel-columns [519, 819, 1010, 1035]
smartpanel-col-1 [519, 819, 637, 1035]
body-paragraph: ਉਨ੍ਹਾਂ ਦੱਸਿਆ ਕਿ ਲਾਇਬ੍ਰੇਰੀ ਵਿੱਚ ਬੱਚਿਆਂ ਲਈ ਕਹਾਣੀਆਂ ਦੀਆਂ ਕਿਤਾਬਾਂ, ਵਿਗਿਆਨ, ਗਣਿਤ ਅਤੇ ਆਮ ਗਿਆਨ ਦੀਆਂ ਪੁਸਤਕਾਂ ਰੱਖੀਆਂ ਗਈਆਂ ਹਨ। [685, 332, 844, 382]
smartpanel-col-4 [892, 819, 1010, 1035]
watan-photo-col [139, 1454, 380, 1716]
body-paragraph: (ਵਿਦਿਆਰਥੀ ਕਲਿਆਣ ਨਿਰਦੇਸ਼ਕ) ਨੇ ਵਿਦਿਆਰਥੀਆਂ ਨੂੰ ਸਮਾਜ ਸੇਵਾ ਦੇ ਕੰਮਾਂ ਵਿੱਚ ਵਧ-ਚੜ੍ਹ ਕੇ ਹਿੱਸਾ ਲੈਣ ਲਈ ਪ੍ਰੇਰਿਤ ਕੀਤਾ। [851, 620, 1010, 657]
petrol-col-3 [346, 178, 505, 427]
brand-block [53, 18, 168, 46]
body-paragraph: ਦੌਰਾਨ, ਐਸਡੀਐਮ ਨੇ ਖੋਥ ਸਮਾਜਿਕ ਸੰਸਥਾ ਵੱਲੋਂ ਬਣਾਈ ਗਈ ਲਾਇਬ੍ਰੇਰੀ ਦੀ ਸ਼ਲਾਘਾ ਕੀਤੀ ਅਤੇ ਕਿਹਾ ਕਿ ਪਿੰਡ ਪੱਧਰ 'ਤੇ ਅਜਿਹੀਆਂ ਪਹਿਲਕਦਮੀਆਂ ਬਹੁਤ ਜ਼ਰੂਰੀ ਹਨ। [685, 276, 844, 326]
masthead-right [833, 18, 1010, 58]
nss-col-2 [685, 619, 844, 743]
body-paragraph: ਇਸ ਮੌਕੇ ਉਨ੍ਹਾਂ ਨਾਲ ਵੱਖ-ਵੱਖ ਵਿਭਾਗਾਂ ਦੇ ਅਧਿਕਾਰੀ ਵੀ ਮੌਜੂਦ ਸਨ। [138, 719, 256, 743]
headline-ashram: ਆਦਿਸ਼ਕਤੀ ਪੀਠ ਮਾਂ ਸੰਤੋਸ਼ੀ ਆਸ਼ਰਮ ਦਾ ਨਵਰਾਤਰੀ ਮਹੋਤਸਵ ਹਵਨ, ਕਨਿਆ ਪੂਜਨ, ਕੀਰਤਨ ਅਤੇ ਭੰਡਾਰੇ ਨਾਲ ਸੰਪੰਨ [522, 1052, 1008, 1099]
salary-photo-col [139, 1128, 380, 1381]
body-paragraph: ਸਿੰਘ ਨੇ ਦੱਸਿਆ ਕਿ ਆਧੁਨਿਕ ਤਕਨੀਕ ਨਾਲ ਮਰੀਜ਼ ਜਲਦੀ ਠੀਕ ਹੋ ਜਾਂਦਾ ਹੈ ਅਤੇ ਦਰਦ ਵੀ ਘੱਟ ਹੁੰਦਾ ਹੈ। [262, 932, 380, 969]
conference-col-1 [14, 808, 132, 1053]
body-paragraph: ਇਸ ਮੌਕੇ ਐਸਡੀਐਮ, ਨਗਰ ਨਿਗਮ ਕਮਿਸ਼ਨਰ, ਜ਼ਿਲ੍ਹਾ ਪ੍ਰੀਸ਼ਦ ਦੇ ਅਧਿਕਾਰੀ ਅਤੇ ਰੇਲਵੇ ਅਧਿਕਾਰੀ ਹਾਜ਼ਰ ਸਨ। ਡੀਸੀ ਨੇ ਦੱਸਿਆ ਕਿ ਸ਼ਰਧਾਲੂਆਂ ਦੀ ਸਹੂਲਤ ਲਈ ਹੈਲਪ ਡੈਸਕ ਵੀ ਸਥਾਪਤ ਕੀਤਾ ਗਿਆ ਹੈ। [386, 545, 505, 621]
body-paragraph: ਅਧਿਆਪਕਾਂ ਅਤੇ ਮਾਪਿਆਂ ਨੇ ਸਰਕਾਰ ਦੇ ਇਸ ਉਪਰਾਲੇ ਦੀ ਸ਼ਲਾਘਾ ਕੀਤੀ। [892, 819, 1010, 856]
headline-petrol: ਜਨਤਾ ਦੀਆਂ ਜੇਬਾਂ 'ਤੇ ਬੋਝ ਨਾ ਪਾਉਣ ਲਈ ਪੈਟਰੋਲ ਅਤੇ ਡੀਜ਼ਲ 'ਤੇ ਐਕਸਾਈਜ਼ ਡਿਊਟੀ ਵਿੱਚ ਕਟੌਤੀ ਕੀਤੀ ਗਈ ਹੈ: ਮੰਤਰੀ ਅਨਿਲ ਵਿਜ [25, 90, 493, 167]
salary-columns [14, 1128, 505, 1381]
body-paragraph: ਇਸ ਮੌਕੇ ਆਸ਼ਰਮ ਦੇ ਸੇਵਾਦਾਰਾਂ, ਸ਼ਰਧਾਲੂਆਂ ਅਤੇ ਸ਼ਹਿਰ ਦੇ ਪਤਵੰਤਿਆਂ ਨੇ ਵੱਡੀ ਗਿਣਤੀ ਵਿੱਚ ਸ਼ਿਰਕਤ ਕੀਤੀ। ਪ੍ਰਸ਼ਾਦ ਵੰਡਿਆ ਗਿਆ ਅਤੇ ਸਾਰਿਆਂ ਨੇ ਮਾਤਾ ਰਾਣੀ ਦਾ ਆਸ਼ੀਰਵਾਦ ਪ੍ਰਾਪਤ ਕੀਤਾ। [851, 1312, 1010, 1375]
salary-col-4 [387, 1128, 505, 1381]
dateline-petrol [14, 178, 173, 204]
conference-col-2 [139, 932, 256, 1053]
dateline-place: ਚੰਡੀਗੜ੍ਹ, 27 ਮਾਰਚ [35, 807, 110, 819]
content-grid [14, 85, 1010, 1723]
dateline-source: (ਪੈਗਾਮ-ਏ-ਜਗਤ) [43, 514, 103, 526]
headline-rule [519, 143, 1010, 144]
photo-kashmiri-youth-group [139, 1454, 380, 1604]
photo-havan-ceremony [685, 1110, 1010, 1252]
train-col-4 [387, 502, 505, 758]
dateline-ashram [519, 1110, 678, 1136]
conference-col-3 [263, 932, 380, 1053]
body-paragraph: ਅਧਿਕਾਰੀਆਂ ਨੇ ਕਿਹਾ ਕਿ ਇਸ ਤਰ੍ਹਾਂ ਦੇ ਪ੍ਰੋਗਰਾਮ ਨੌਜਵਾਨਾਂ ਵਿੱਚ ਰਾਸ਼ਟਰੀ ਏਕਤਾ ਦੀ ਭਾਵਨਾ ਪੈਦਾ ਕਰਦੇ ਹਨ। [386, 1510, 505, 1560]
body-paragraph: ਇਸ ਮੌਕੇ ਸਕੂਲ ਪ੍ਰਿੰਸੀਪਲ, ਅਧਿਆਪਕ ਅਤੇ ਵੱਡੀ ਗਿਣਤੀ ਵਿੱਚ ਵਿਦਿਆਰਥੀ ਹਾਜ਼ਰ ਸਨ। [892, 861, 1010, 898]
body-paragraph: ਇਸ ਕਾਨਫਰੰਸ ਵਿੱਚ ਲੈਪਰੋਸਕੋਪਿਕ ਅਤੇ ਰੋਬੋਟਿਕ ਸਰਜਰੀ ਦੀਆਂ ਨਵੀਨਤਮ ਤਕਨੀਕਾਂ ਬਾਰੇ ਚਰਚਾ ਹੋਵੇਗੀ ਅਤੇ ਲਾਈਵ ਵਰਕਸ਼ਾਪ ਵੀ ਆਯੋਜਿਤ ਕੀਤੀ ਜਾਵੇਗੀ। [14, 917, 132, 981]
page-number: 5 [32, 15, 47, 48]
dateline-source: ਪੈਗਾਮ-ਏ-ਜਗਤ [572, 147, 626, 159]
section-divider [519, 750, 1010, 752]
dateline-library [519, 148, 678, 174]
dateline-conference [14, 808, 132, 834]
